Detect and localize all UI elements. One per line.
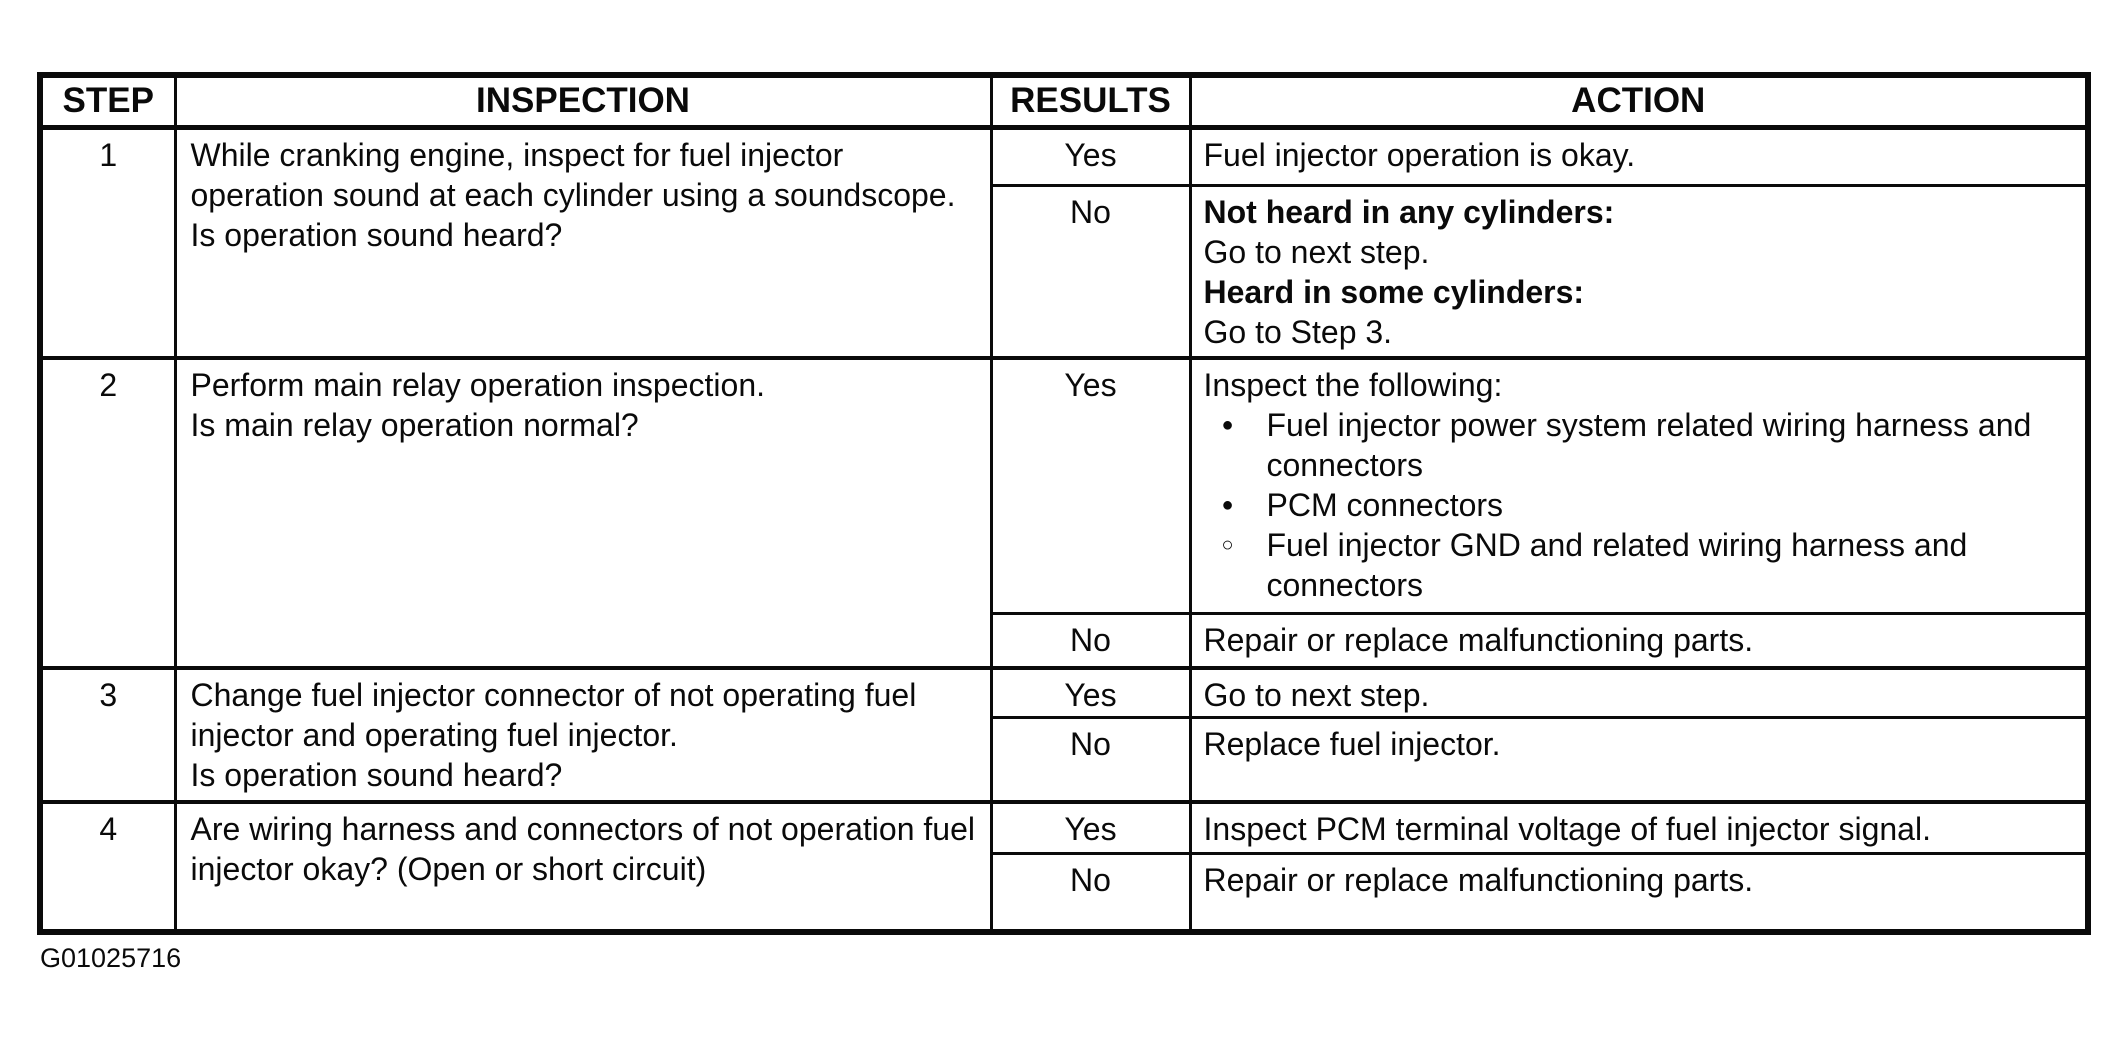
table-row-step2-yes (40, 358, 2088, 613)
result-label-no: No (991, 185, 1190, 358)
action-text: Fuel injector operation is okay. (1203, 136, 1636, 173)
inspection-text: Are wiring harness and connectors of not operation fuel injector okay? (Open or short circuit) (190, 810, 975, 887)
list-item-text: Fuel injector GND and related wiring harness and connectors (1266, 527, 1968, 603)
step-number: 2 (40, 358, 175, 668)
result-label-yes: Yes (991, 358, 1190, 613)
column-header-action: ACTION (1190, 75, 2088, 127)
action-cell (1190, 668, 2088, 718)
action-text-bold: Not heard in any cylinders: (1203, 193, 1615, 230)
action-text: Go to next step. (1203, 677, 1430, 713)
action-cell (1190, 802, 2088, 854)
inspection-question: Is operation sound heard? (190, 757, 563, 793)
diagnostic-table (37, 72, 2091, 935)
inspection-question: Is operation sound heard? (190, 216, 563, 253)
column-header-step: STEP (40, 75, 175, 127)
list-item-text: PCM connectors (1266, 487, 1504, 523)
figure-code: G01025716 (40, 943, 182, 973)
result-label-yes: Yes (991, 802, 1190, 854)
step-number: 3 (40, 668, 175, 802)
bullet-icon: ○ (1221, 534, 1234, 556)
result-label-no: No (991, 718, 1190, 802)
action-text: Replace fuel injector. (1203, 726, 1501, 762)
action-cell (1190, 854, 2088, 932)
step-number: 1 (40, 127, 175, 358)
action-text: Inspect PCM terminal voltage of fuel injector signal. (1203, 810, 1931, 847)
action-cell (1190, 718, 2088, 802)
bullet-icon: ● (1221, 494, 1234, 516)
bullet-icon: ● (1221, 414, 1234, 436)
inspection-text: While cranking engine, inspect for fuel injector operation sound at each cylinder using a soundscope. (190, 136, 956, 213)
action-cell (1190, 185, 2088, 358)
table-row-step4-yes (40, 802, 2088, 854)
action-text: Go to next step. (1203, 233, 1430, 270)
table-row-step1-yes (40, 127, 2088, 185)
action-cell (1190, 613, 2088, 668)
table-header-row (40, 75, 2088, 127)
step-number: 4 (40, 802, 175, 932)
action-intro: Inspect the following: (1203, 367, 1503, 403)
inspection-text: Perform main relay operation inspection. (190, 367, 765, 403)
list-item (1204, 525, 2072, 605)
action-text: Repair or replace malfunctioning parts. (1203, 621, 1754, 658)
action-cell (1190, 127, 2088, 185)
action-text: Repair or replace malfunctioning parts. (1203, 862, 1754, 898)
action-text: Go to Step 3. (1203, 313, 1393, 350)
column-header-results: RESULTS (991, 75, 1190, 127)
inspection-cell (175, 358, 991, 668)
inspection-cell (175, 127, 991, 358)
inspection-cell (175, 668, 991, 802)
result-label-yes: Yes (991, 127, 1190, 185)
action-text-bold: Heard in some cylinders: (1203, 273, 1585, 310)
list-item (1204, 485, 2072, 525)
list-item (1204, 405, 2072, 485)
result-label-no: No (991, 613, 1190, 668)
list-item-text: Fuel injector power system related wiring harness and connectors (1266, 407, 2032, 483)
inspection-cell (175, 802, 991, 932)
inspection-text: Change fuel injector connector of not operating fuel injector and operating fuel injector. (190, 677, 917, 753)
result-label-yes: Yes (991, 668, 1190, 718)
action-cell (1190, 358, 2088, 613)
inspection-question: Is main relay operation normal? (190, 407, 639, 443)
table-row-step3-yes (40, 668, 2088, 718)
column-header-inspection: INSPECTION (175, 75, 991, 127)
result-label-no: No (991, 854, 1190, 932)
